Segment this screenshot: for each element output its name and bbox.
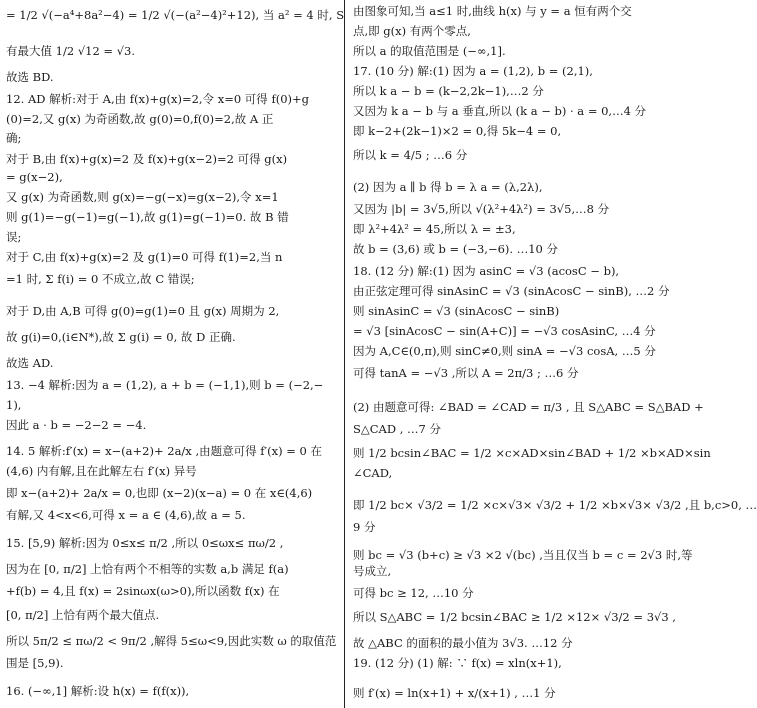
right-text-line: 即 λ²+4λ² = 45,所以 λ = ±3,: [353, 222, 516, 236]
left-text-line: 故 g(i)=0,(i∈N*),故 Σ g(i) = 0, 故 D 正确.: [6, 330, 236, 344]
right-text-line: 则 sinAsinC = √3 (sinAcosC − sinB): [353, 304, 560, 318]
right-text-line: 故 b = (3,6) 或 b = (−3,−6). …10 分: [353, 242, 558, 256]
right-text-line: 所以 a 的取值范围是 (−∞,1].: [353, 44, 506, 58]
right-text-line: 故 △ABC 的面积的最小值为 3√3. …12 分: [353, 636, 573, 650]
left-text-line: 13. −4 解析:因为 a = (1,2), a + b = (−1,1),则 b = (−2,−: [6, 378, 324, 392]
right-text-line: 所以 k = 4/5 ; …6 分: [353, 148, 468, 162]
right-text-line: (2) 由题意可得: ∠BAD = ∠CAD = π/3 , 且 S△ABC = S△BAD +: [353, 400, 704, 414]
right-text-line: 19. (12 分) (1) 解: ∵ f(x) = xln(x+1),: [353, 656, 562, 670]
right-text-line: 则 bc = √3 (b+c) ≥ √3 ×2 √(bc) ,当且仅当 b = c = 2√3 时,等: [353, 548, 693, 562]
right-text-line: 17. (10 分) 解:(1) 因为 a = (1,2), b = (2,1),: [353, 64, 593, 78]
right-text-line: 18. (12 分) 解:(1) 因为 asinC = √3 (acosC − b),: [353, 264, 620, 278]
left-text-line: 故选 AD.: [6, 356, 54, 370]
right-text-line: 由正弦定理可得 sinAsinC = √3 (sinAcosC − sinB), …2 分: [353, 284, 670, 298]
right-text-line: (2) 因为 a ∥ b 得 b = λ a = (λ,2λ),: [353, 180, 543, 194]
left-text-line: 有解,又 4<x<6,可得 x = a ∈ (4,6),故 a = 5.: [6, 508, 246, 522]
right-text-line: 由图象可知,当 a≤1 时,曲线 h(x) 与 y = a 恒有两个交: [353, 4, 632, 18]
left-text-line: 对于 D,由 A,B 可得 g(0)=g(1)=0 且 g(x) 周期为 2,: [6, 304, 280, 318]
left-text-line: 对于 B,由 f(x)+g(x)=2 及 f(x)+g(x−2)=2 可得 g(x): [6, 152, 288, 166]
right-text-line: 9 分: [353, 520, 376, 534]
left-text-line: 因此 a · b = −2−2 = −4.: [6, 418, 147, 432]
left-text-line: (4,6) 内有解,且在此解左右 f′(x) 异号: [6, 464, 197, 478]
left-text-line: [0, π/2] 上恰有两个最大值点.: [6, 608, 160, 622]
left-text-line: =1 时, Σ f(i) = 0 不成立,故 C 错误;: [6, 272, 195, 286]
right-text-line: 则 1/2 bcsin∠BAC = 1/2 ×c×AD×sin∠BAD + 1/2 ×b×AD×sin: [353, 446, 711, 460]
right-text-line: 则 f′(x) = ln(x+1) + x/(x+1) , …1 分: [353, 686, 556, 700]
left-text-line: 对于 C,由 f(x)+g(x)=2 及 g(1)=0 可得 f(1)=2,当 n: [6, 250, 283, 264]
right-text-line: = √3 [sinAcosC − sin(A+C)] = −√3 cosAsinC, …4 分: [353, 324, 656, 338]
right-text-line: 所以 k a − b = (k−2,2k−1),…2 分: [353, 84, 544, 98]
right-text-line: 点,即 g(x) 有两个零点,: [353, 24, 471, 38]
right-text-line: 即 1/2 bc× √3/2 = 1/2 ×c×√3× √3/2 + 1/2 ×b×√3× √3/2 ,且 b,c>0, …: [353, 498, 757, 512]
left-text-line: (0)=2,又 g(x) 为奇函数,故 g(0)=0,f(0)=2,故 A 正: [6, 112, 274, 126]
left-text-line: 误;: [6, 230, 22, 244]
left-text-line: 故选 BD.: [6, 70, 54, 84]
right-text-line: 可得 bc ≥ 12, …10 分: [353, 586, 474, 600]
right-text-line: 即 k−2+(2k−1)×2 = 0,得 5k−4 = 0,: [353, 124, 562, 138]
right-text-line: 又因为 k a − b 与 a 垂直,所以 (k a − b) · a = 0,…4 分: [353, 104, 647, 118]
left-text-line: +f(b) = 4,且 f(x) = 2sinωx(ω>0),所以函数 f(x) 在: [6, 584, 280, 598]
left-text-line: = 1/2 √(−a⁴+8a²−4) = 1/2 √(−(a²−4)²+12), 当 a² = 4 时, S: [6, 8, 345, 22]
left-text-line: = g(x−2),: [6, 170, 63, 184]
left-text-line: 所以 5π/2 ≤ πω/2 < 9π/2 ,解得 5≤ω<9,因此实数 ω 的取值范: [6, 634, 337, 648]
left-text-line: 围是 [5,9).: [6, 656, 64, 670]
left-text-line: 1),: [6, 398, 22, 412]
right-text-line: ∠CAD,: [353, 466, 393, 480]
left-text-line: 16. (−∞,1] 解析:设 h(x) = f(f(x)),: [6, 684, 190, 698]
left-text-line: 因为在 [0, π/2] 上恰有两个不相等的实数 a,b 满足 f(a): [6, 562, 289, 576]
left-text-line: 则 g(1)=−g(−1)=g(−1),故 g(1)=g(−1)=0. 故 B 错: [6, 210, 289, 224]
left-text-line: 14. 5 解析:f′(x) = x−(a+2)+ 2a/x ,由题意可得 f′(x) = 0 在: [6, 444, 323, 458]
left-text-line: 确;: [6, 131, 22, 145]
left-text-line: 又 g(x) 为奇函数,则 g(x)=−g(−x)=g(x−2),令 x=1: [6, 190, 279, 204]
right-text-line: 号成立,: [353, 564, 392, 578]
column-divider: [344, 0, 345, 708]
left-text-line: 15. [5,9) 解析:因为 0≤x≤ π/2 ,所以 0≤ωx≤ πω/2 ,: [6, 536, 284, 550]
left-text-line: 即 x−(a+2)+ 2a/x = 0,也即 (x−2)(x−a) = 0 在 x∈(4,6): [6, 486, 313, 500]
right-text-line: S△CAD , …7 分: [353, 422, 441, 436]
left-text-line: 12. AD 解析:对于 A,由 f(x)+g(x)=2,令 x=0 可得 f(0)+g: [6, 92, 309, 106]
right-text-line: 可得 tanA = −√3 ,所以 A = 2π/3 ; …6 分: [353, 366, 579, 380]
right-text-line: 因为 A,C∈(0,π),则 sinC≠0,则 sinA = −√3 cosA, …5 分: [353, 344, 656, 358]
right-text-line: 所以 S△ABC = 1/2 bcsin∠BAC ≥ 1/2 ×12× √3/2 = 3√3 ,: [353, 610, 676, 624]
right-text-line: 又因为 |b| = 3√5,所以 √(λ²+4λ²) = 3√5,…8 分: [353, 202, 610, 216]
left-text-line: 有最大值 1/2 √12 = √3.: [6, 44, 136, 58]
